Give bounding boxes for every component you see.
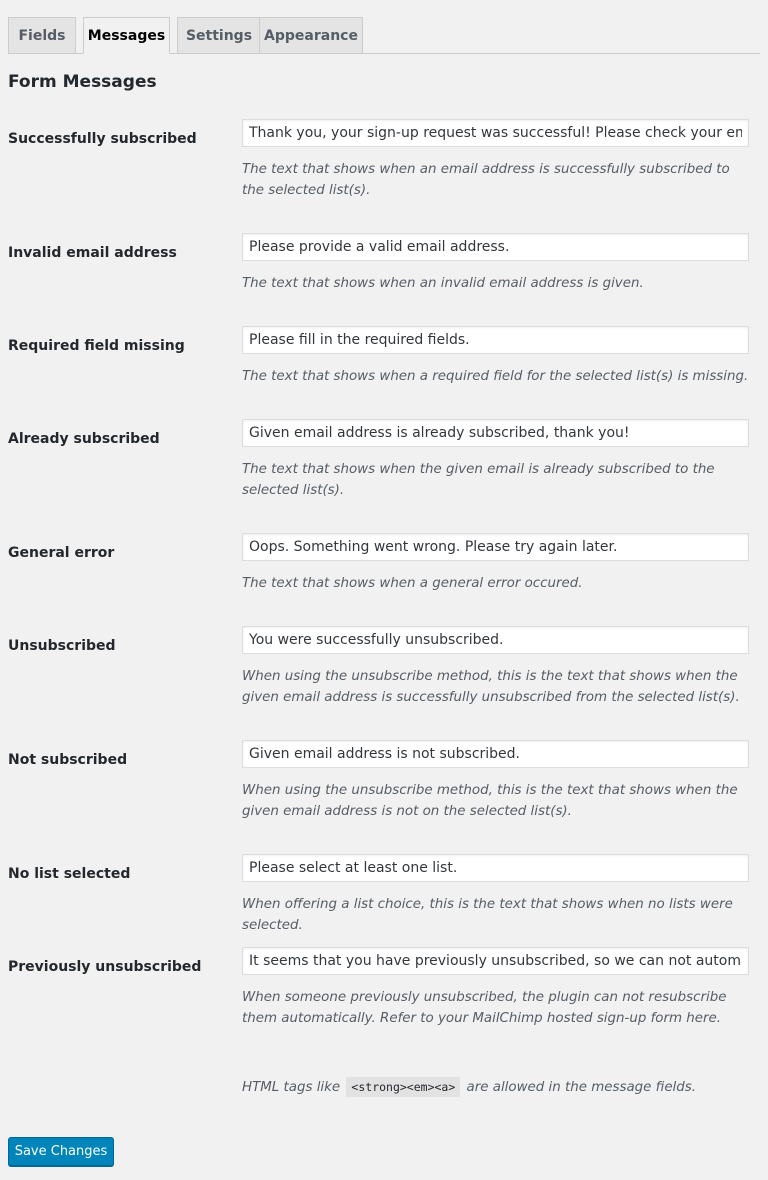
field-label: Unsubscribed bbox=[8, 638, 116, 654]
save-changes-button[interactable]: Save Changes bbox=[8, 1137, 114, 1166]
not-subscribed-input[interactable] bbox=[242, 740, 749, 768]
field-label: Previously unsubscribed bbox=[8, 959, 202, 975]
field-description: The text that shows when a required field for the selected list(s) is missing. bbox=[242, 369, 749, 384]
section-title: Form Messages bbox=[8, 72, 157, 92]
tab-appearance[interactable]: Appearance bbox=[259, 17, 363, 54]
tab-bar bbox=[8, 17, 760, 54]
field-label: Required field missing bbox=[8, 338, 185, 354]
no-list-selected-input[interactable] bbox=[242, 854, 749, 882]
field-description: When someone previously unsubscribed, the plugin can not resubscribe them automatically. Refer to your MailChimp hosted sign-up form here. bbox=[242, 990, 727, 1026]
html-tags-note bbox=[242, 1080, 696, 1095]
general-error-input[interactable] bbox=[242, 533, 749, 561]
tab-settings[interactable]: Settings bbox=[177, 17, 261, 54]
field-label: General error bbox=[8, 545, 115, 561]
field-label: Not subscribed bbox=[8, 752, 128, 768]
previously-unsubscribed-input[interactable] bbox=[242, 947, 749, 975]
note-prefix: HTML tags like bbox=[242, 1080, 341, 1095]
field-label: Successfully subscribed bbox=[8, 131, 197, 147]
field-description: The text that shows when a general error occured. bbox=[242, 576, 583, 591]
already-subscribed-input[interactable] bbox=[242, 419, 749, 447]
tab-messages[interactable]: Messages bbox=[83, 17, 170, 54]
note-suffix: are allowed in the message fields. bbox=[466, 1080, 697, 1095]
field-label: No list selected bbox=[8, 866, 131, 882]
field-description: The text that shows when an email address is successfully subscribed to the selected list(s). bbox=[242, 162, 730, 198]
field-description: When using the unsubscribe method, this is the text that shows when the given email address is not on the selected list(s). bbox=[242, 783, 738, 819]
field-label: Already subscribed bbox=[8, 431, 160, 447]
field-description: When using the unsubscribe method, this is the text that shows when the given email address is successfully unsubscribed from the selected list(s). bbox=[242, 669, 740, 705]
unsubscribed-input[interactable] bbox=[242, 626, 749, 654]
invalid-email-input[interactable] bbox=[242, 233, 749, 261]
field-description: The text that shows when an invalid email address is given. bbox=[242, 276, 644, 291]
field-label: Invalid email address bbox=[8, 245, 177, 261]
field-description: The text that shows when the given email is already subscribed to the selected list(s). bbox=[242, 462, 715, 498]
required-field-missing-input[interactable] bbox=[242, 326, 749, 354]
successfully-subscribed-input[interactable] bbox=[242, 119, 749, 147]
allowed-tags-code: <strong><em><a> bbox=[346, 1077, 460, 1097]
tab-fields[interactable]: Fields bbox=[8, 17, 76, 54]
field-description: When offering a list choice, this is the text that shows when no lists were selected. bbox=[242, 897, 733, 933]
